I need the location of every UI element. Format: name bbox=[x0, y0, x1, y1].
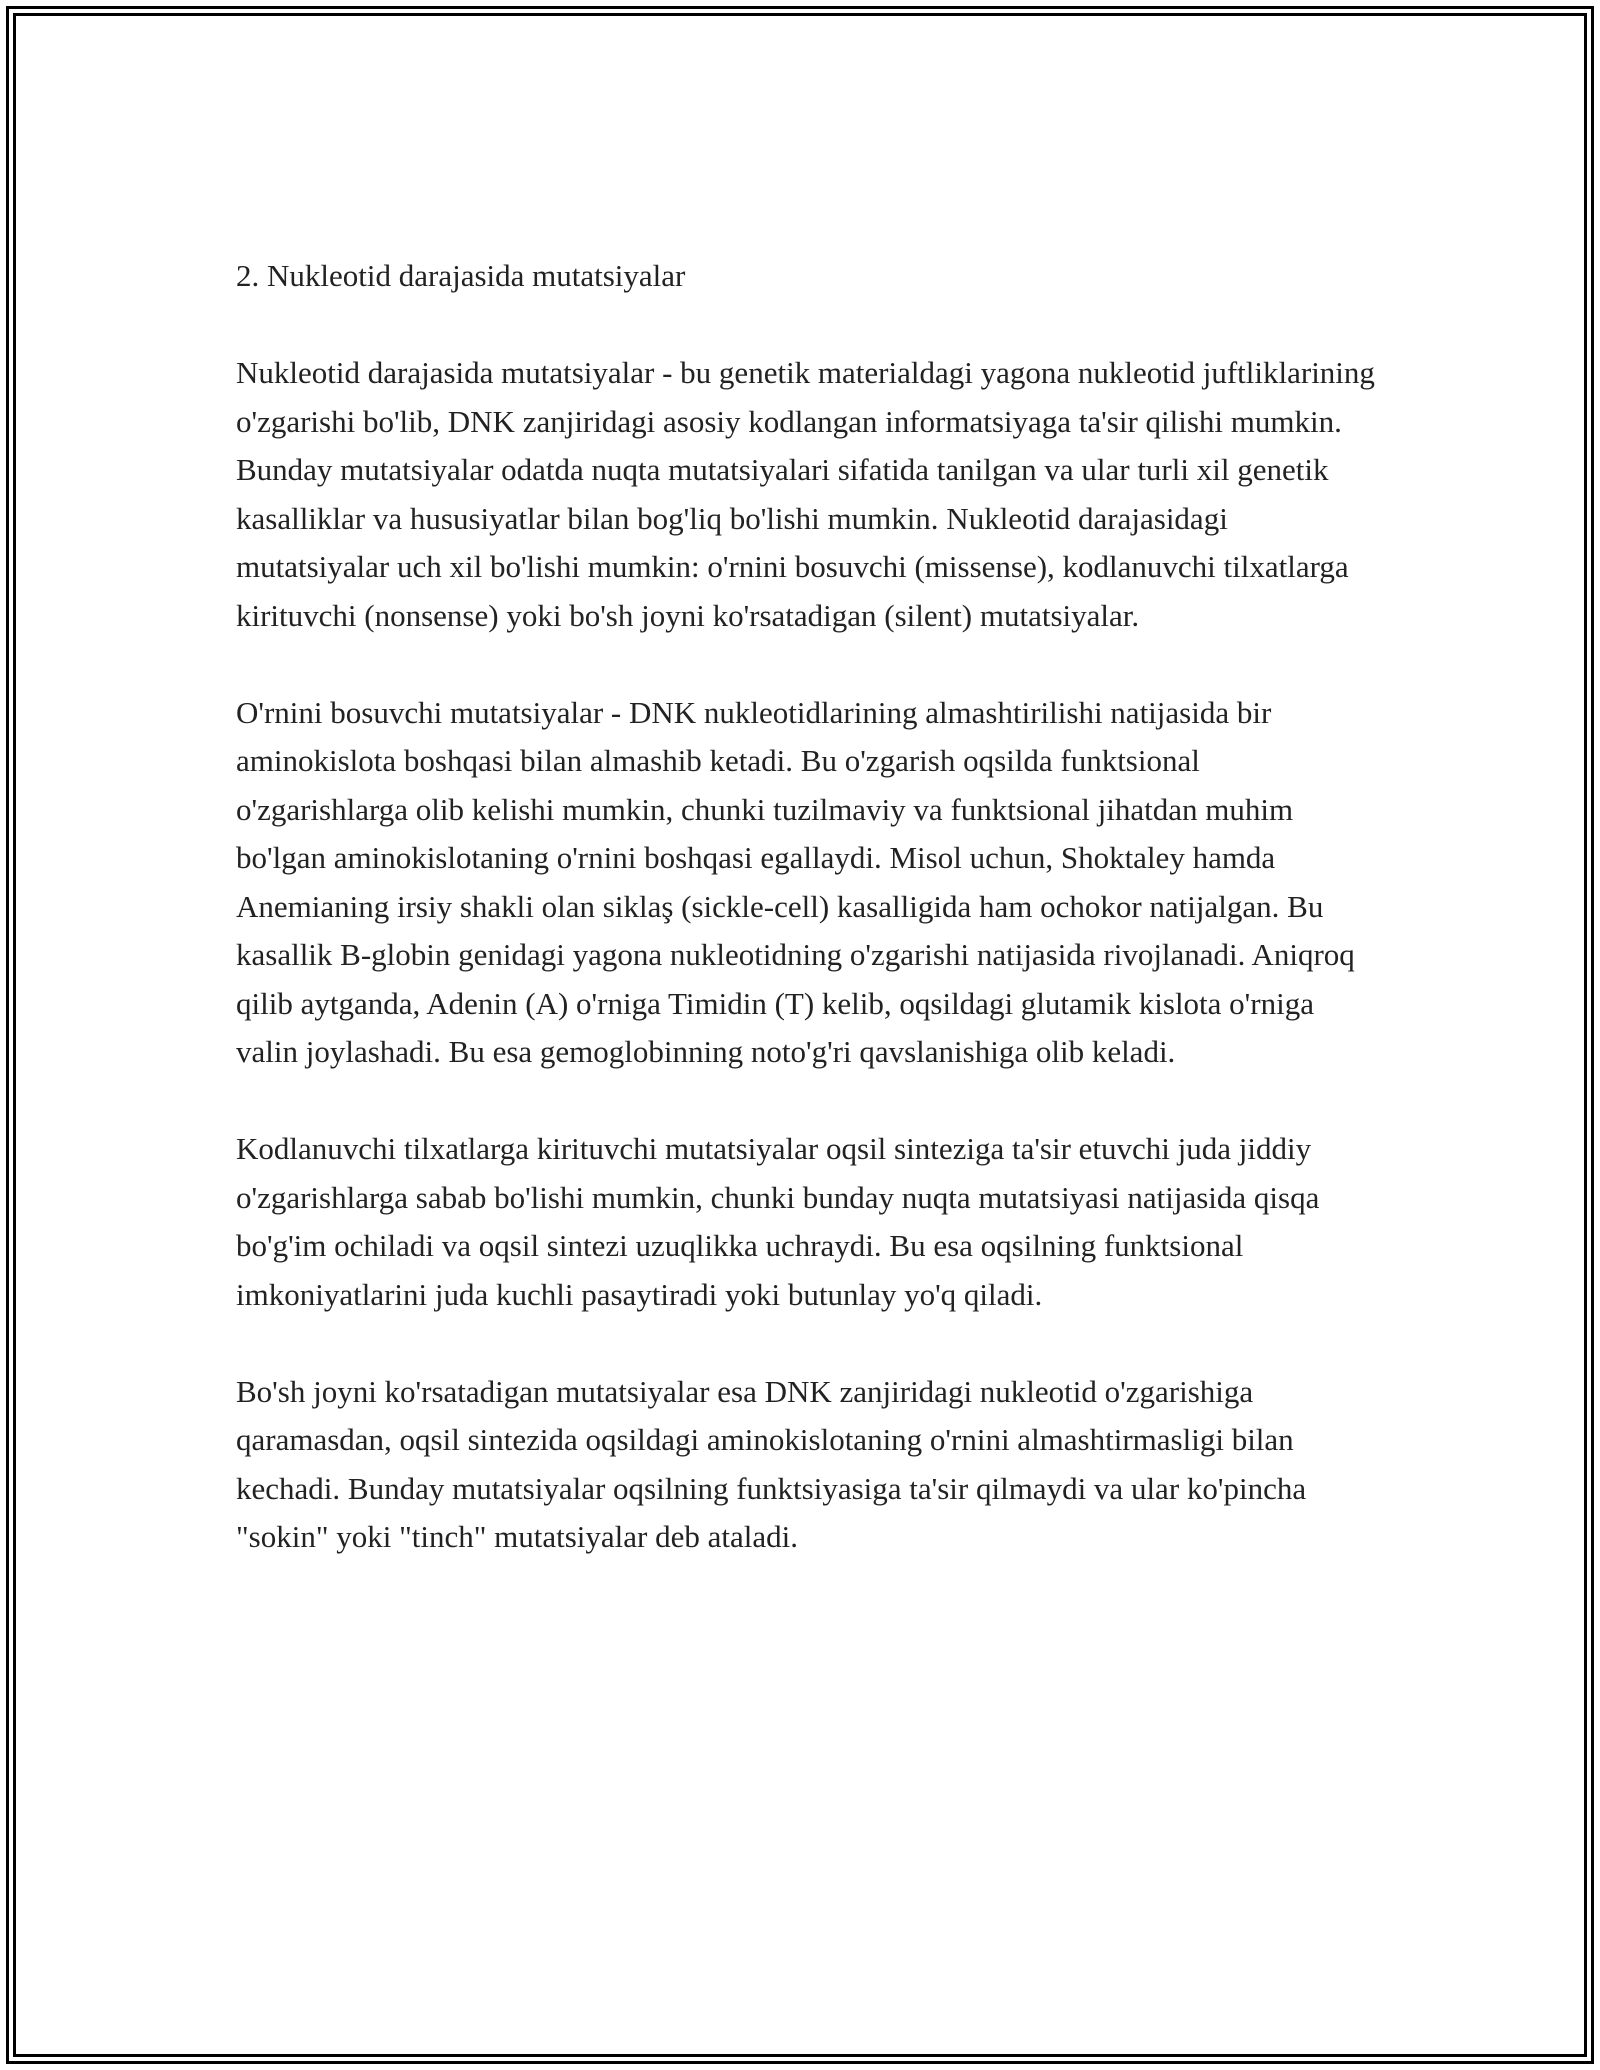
document-body bbox=[236, 252, 1376, 1562]
paragraph-nonsense: Kodlanuvchi tilxatlarga kirituvchi mutatsiyalar oqsil sinteziga ta'sir etuvchi juda jiddiy o'zgarishlarga sabab bo'lishi mumkin, chunki bunday nuqta mutatsiyasi natijasida qisqa bo'g'im ochiladi va oqsil sintezi uzuqlikka uchraydi. Bu esa oqsilning funktsional imkoniyatlarini juda kuchli pasaytiradi yoki butunlay yo'q qiladi. bbox=[236, 1131, 1320, 1312]
section-heading: 2. Nukleotid darajasida mutatsiyalar bbox=[236, 258, 686, 293]
paragraph-missense: O'rnini bosuvchi mutatsiyalar - DNK nukleotidlarining almashtirilishi natijasida bir aminokislota boshqasi bilan almashib ketadi. Bu o'zgarish oqsilda funktsional o'zgarishlarga olib kelishi mumkin, chunki tuzilmaviy va funktsional jihatdan muhim bo'lgan aminokislotaning o'rnini boshqasi egallaydi. Misol uchun, Shoktaley hamda Anemianing irsiy shakli olan siklaş (sickle-cell) kasalligida ham ochokor natijalgan. Bu kasallik B-globin genidagi yagona nukleotidning o'zgarishi natijasida rivojlanadi. Aniqroq qilib aytganda, Adenin (A) o'rniga Timidin (T) kelib, oqsildagi glutamik kislota o'rniga valin joylashadi. Bu esa gemoglobinning noto'g'ri qavslanishiga olib keladi. bbox=[236, 694, 1355, 1069]
paragraph-intro: Nukleotid darajasida mutatsiyalar - bu genetik materialdagi yagona nukleotid juftliklarining o'zgarishi bo'lib, DNK zanjiridagi asosiy kodlangan informatsiyaga ta'sir qilishi mumkin. Bunday mutatsiyalar odatda nuqta mutatsiyalari sifatida tanilgan va ular turli xil genetik kasalliklar va hususiyatlar bilan bog'liq bo'lishi mumkin. Nukleotid darajasidagi mutatsiyalar uch xil bo'lishi mumkin: o'rnini bosuvchi (missense), kodlanuvchi tilxatlarga kirituvchi (nonsense) yoki bo'sh joyni ko'rsatadigan (silent) mutatsiyalar. bbox=[236, 355, 1375, 633]
paragraph-silent: Bo'sh joyni ko'rsatadigan mutatsiyalar esa DNK zanjiridagi nukleotid o'zgarishiga qaramasdan, oqsil sintezida oqsildagi aminokislotaning o'rnini almashtirmasligi bilan kechadi. Bunday mutatsiyalar oqsilning funktsiyasiga ta'sir qilmaydi va ular ko'pincha "sokin" yoki "tinch" mutatsiyalar deb ataladi. bbox=[236, 1373, 1307, 1554]
